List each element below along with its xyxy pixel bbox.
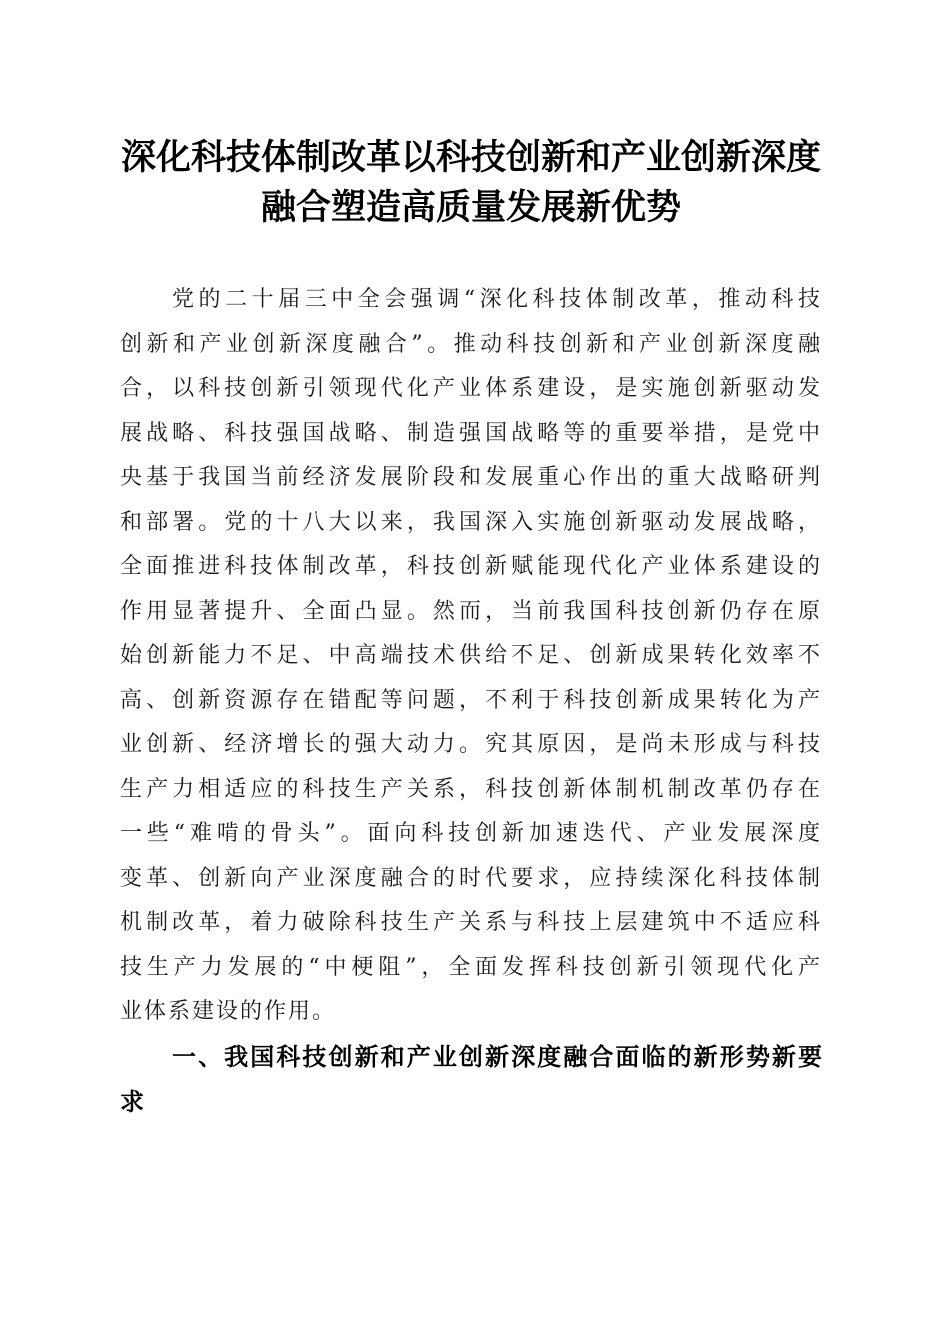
paragraph-line: 创新和产业创新深度融合”。推动科技创新和产业创新深度融 (120, 331, 822, 357)
paragraph-line: 全面推进科技体制改革，科技创新赋能现代化产业体系建设的 (120, 554, 822, 579)
paragraph-line: 央基于我国当前经济发展阶段和发展重心作出的重大战略研判 (120, 465, 822, 490)
paragraph-line: 业创新、经济增长的强大动力。究其原因，是尚未形成与科技 (120, 732, 822, 757)
heading-line: 求 (120, 1087, 144, 1116)
paragraph-line: 高、创新资源存在错配等问题，不利于科技创新成果转化为产 (120, 687, 822, 713)
body-paragraph (120, 278, 822, 1035)
paragraph-line: 和部署。党的十八大以来，我国深入实施创新驱动发展战略， (120, 509, 822, 535)
title-line: 深化科技体制改革以科技创新和产业创新深度 (120, 137, 821, 178)
title-line: 融合塑造高质量发展新优势 (260, 187, 681, 228)
paragraph-line: 合，以科技创新引领现代化产业体系建设，是实施创新驱动发 (120, 376, 822, 401)
paragraph-line: 生产力相适应的科技生产关系，科技创新体制机制改革仍存在 (120, 776, 822, 802)
section-heading (120, 1035, 822, 1124)
paragraph-line: 业体系建设的作用。 (120, 999, 337, 1024)
paragraph-line: 一些“难啃的骨头”。面向科技创新加速迭代、产业发展深度 (120, 821, 822, 846)
heading-line: 一、我国科技创新和产业创新深度融合面临的新形势新要 (172, 1043, 822, 1071)
paragraph-line: 技生产力发展的“中梗阻”，全面发挥科技创新引领现代化产 (120, 954, 822, 980)
paragraph-line: 展战略、科技强国战略、制造强国战略等的重要举措，是党中 (120, 420, 822, 446)
paragraph-line: 作用显著提升、全面凸显。然而，当前我国科技创新仍存在原 (120, 598, 822, 624)
paragraph-line: 变革、创新向产业深度融合的时代要求，应持续深化科技体制 (120, 865, 822, 891)
paragraph-line: 党的二十届三中全会强调“深化科技体制改革，推动科技 (172, 287, 822, 312)
document-title (0, 133, 942, 233)
paragraph-line: 机制改革，着力破除科技生产关系与科技上层建筑中不适应科 (120, 910, 822, 935)
paragraph-line: 始创新能力不足、中高端技术供给不足、创新成果转化效率不 (120, 643, 822, 668)
